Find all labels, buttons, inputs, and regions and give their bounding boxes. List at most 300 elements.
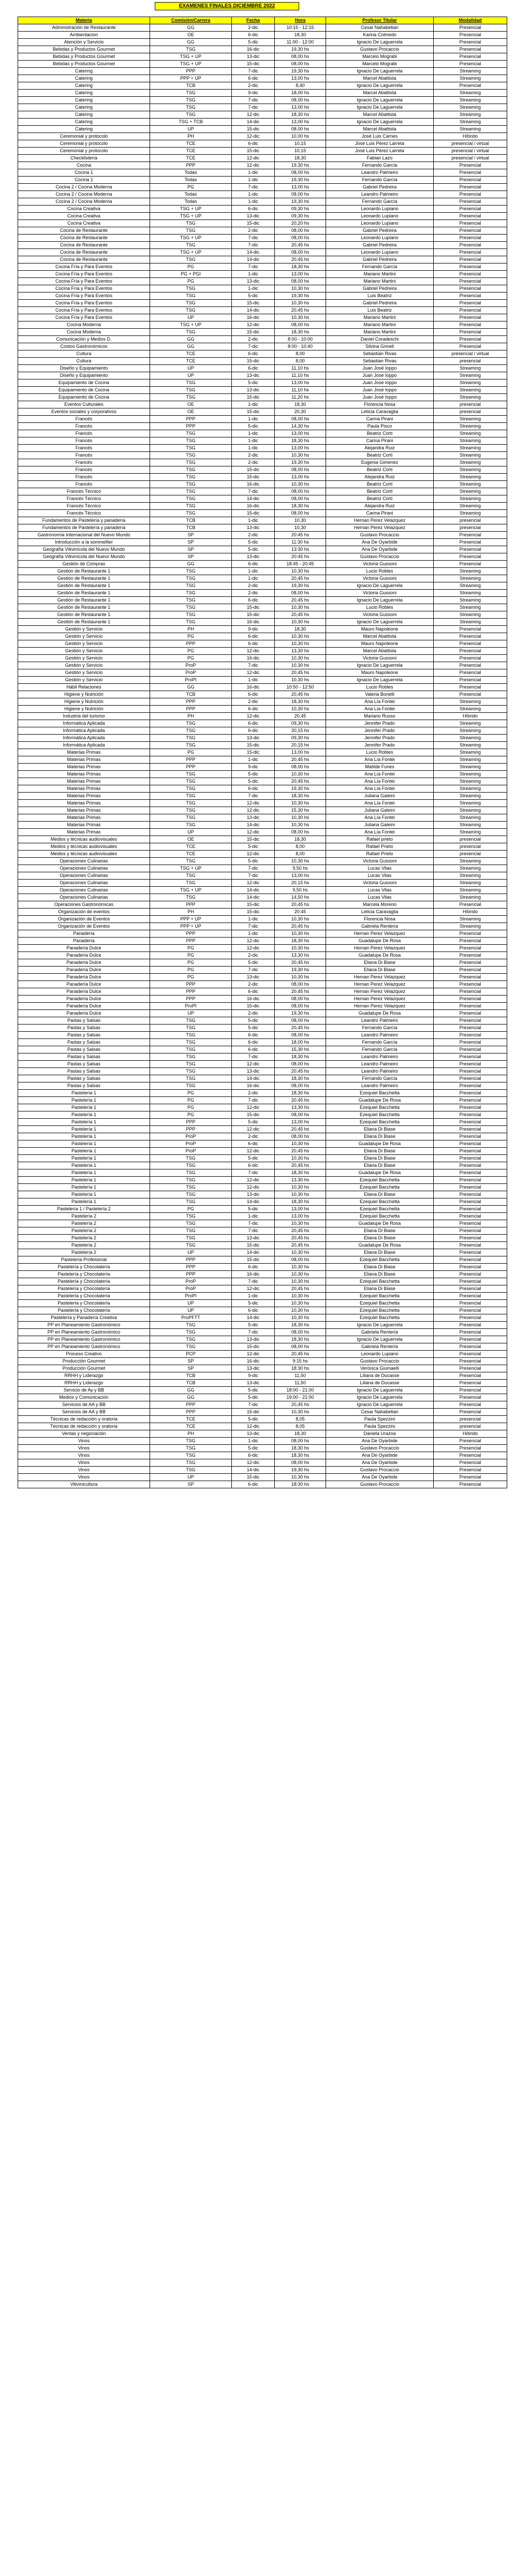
cell-materia: Eventos sociales y corporativos — [18, 408, 150, 416]
cell-modalidad: Presencial — [434, 996, 507, 1003]
cell-profesor: Rafael Prieto — [326, 851, 434, 858]
cell-fecha: 12-dic — [232, 880, 275, 887]
cell-materia: Vinos — [18, 1445, 150, 1452]
cell-fecha: 1-dic — [232, 430, 275, 437]
cell-comision: TSG — [150, 495, 232, 503]
table-row — [18, 1003, 507, 1010]
cell-materia: Introducción a la sommellier — [18, 539, 150, 546]
cell-comision: UP — [150, 1307, 232, 1314]
table-row — [18, 1184, 507, 1191]
cell-materia: Pastelería 1 — [18, 1177, 150, 1184]
cell-comision: TSG — [150, 735, 232, 742]
cell-profesor: Mariano Russo — [326, 713, 434, 720]
cell-modalidad: Streaming — [434, 785, 507, 793]
cell-comision: TSG — [150, 858, 232, 865]
cell-materia: Pastelería 1 — [18, 1148, 150, 1155]
cell-hora: 18,30 hs — [275, 1336, 326, 1343]
cell-materia: Hábil Relaciones — [18, 684, 150, 691]
cell-modalidad: Presencial — [434, 633, 507, 640]
cell-materia: Operaciones Culinarias — [18, 858, 150, 865]
cell-materia: Pastelería 2 — [18, 1227, 150, 1235]
cell-fecha: 12-dic — [232, 321, 275, 329]
cell-hora: 20:45 hs — [275, 532, 326, 539]
cell-profesor: Eliana Di Biase — [326, 1264, 434, 1271]
cell-hora: 10,30 hs — [275, 300, 326, 307]
cell-comision: TSG — [150, 1162, 232, 1169]
cell-fecha: 2-dic — [232, 952, 275, 959]
table-row — [18, 1351, 507, 1358]
cell-hora: 10:15 - 12:15 — [275, 24, 326, 32]
cell-materia: Pastelería 1 — [18, 1111, 150, 1119]
cell-hora: 20,45 hs — [275, 1068, 326, 1075]
cell-materia: Panadería — [18, 938, 150, 945]
table-row — [18, 1271, 507, 1278]
table-row — [18, 517, 507, 524]
cell-hora: 10,30 hs — [275, 640, 326, 648]
cell-fecha: 13-dic — [232, 1380, 275, 1387]
cell-profesor: Mariano Martini — [326, 278, 434, 285]
cell-modalidad: Streaming — [434, 749, 507, 756]
cell-fecha: 6-dic — [232, 1046, 275, 1053]
cell-fecha: 12-dic — [232, 669, 275, 677]
table-row — [18, 1111, 507, 1119]
cell-comision: GG — [150, 39, 232, 46]
cell-materia: Pastelería y Chocolatería — [18, 1307, 150, 1314]
cell-materia: Eventos Culturales — [18, 401, 150, 408]
cell-modalidad: Streaming — [434, 822, 507, 829]
cell-materia: Pastelería y Chocolatería — [18, 1285, 150, 1293]
cell-hora: 10,30 hs — [275, 662, 326, 669]
table-row — [18, 242, 507, 249]
cell-fecha: 2-dic — [232, 336, 275, 343]
cell-fecha: 6-dic — [232, 691, 275, 698]
table-row — [18, 648, 507, 655]
cell-hora: 18,30 hs — [275, 1075, 326, 1082]
cell-comision: TSG + UP — [150, 53, 232, 61]
cell-profesor: Ignacio De Laguerrela — [326, 82, 434, 90]
cell-materia: Cocina Fría y Para Eventos — [18, 300, 150, 307]
table-row — [18, 379, 507, 387]
cell-comision: SP — [150, 553, 232, 561]
cell-modalidad: Streaming — [434, 814, 507, 822]
table-row — [18, 1061, 507, 1068]
cell-fecha: 7-dic — [232, 793, 275, 800]
cell-profesor: Hernan Perez Velazquez — [326, 988, 434, 996]
cell-fecha: 7-dic — [232, 1227, 275, 1235]
cell-comision: TSG — [150, 1445, 232, 1452]
cell-modalidad: Presencial — [434, 61, 507, 68]
cell-hora: 09,30 hs — [275, 206, 326, 213]
table-row — [18, 285, 507, 292]
cell-hora: 08,00 hs — [275, 1459, 326, 1467]
cell-fecha: 1-dic — [232, 198, 275, 206]
cell-fecha: 13-dic — [232, 1365, 275, 1372]
cell-hora: 20:45 hs — [275, 553, 326, 561]
table-row — [18, 1133, 507, 1140]
cell-comision: PG — [150, 945, 232, 952]
table-row — [18, 1394, 507, 1401]
cell-materia: Cocina de Restaurante — [18, 256, 150, 264]
cell-hora: 20,45 hs — [275, 611, 326, 619]
cell-modalidad: Streaming — [434, 452, 507, 459]
cell-profesor: Guadalupe De Rosa — [326, 1010, 434, 1017]
cell-modalidad: Streaming — [434, 611, 507, 619]
cell-modalidad: Streaming — [434, 887, 507, 894]
cell-profesor: Ana De Oyarbide — [326, 1474, 434, 1481]
cell-hora: 08,00 hs — [275, 466, 326, 474]
table-row — [18, 568, 507, 575]
cell-materia: Geografía Vitivinícola del Nuevo Mundo — [18, 546, 150, 553]
table-row — [18, 590, 507, 597]
cell-hora: 08,00 hs — [275, 590, 326, 597]
table-row — [18, 488, 507, 495]
cell-hora: 18,30 hs — [275, 1452, 326, 1459]
cell-comision: PG — [150, 952, 232, 959]
cell-profesor: Leonardo Lupiano — [326, 220, 434, 227]
cell-modalidad: Presencial — [434, 1213, 507, 1220]
table-row — [18, 582, 507, 590]
cell-modalidad: Presencial — [434, 901, 507, 909]
cell-profesor: Ana Lía Fontei — [326, 706, 434, 713]
cell-hora: 10,30 hs — [275, 945, 326, 952]
cell-profesor: Eliana Di Biase — [326, 959, 434, 967]
cell-materia: Gastronomía Internacional del Nuevo Mundo — [18, 532, 150, 539]
cell-profesor: Lucio Robles — [326, 604, 434, 611]
cell-hora: 09,30 hs — [275, 213, 326, 220]
cell-hora: 20,45 hs — [275, 1351, 326, 1358]
cell-fecha: 6-dic — [232, 1032, 275, 1039]
cell-comision: PPP + UP — [150, 923, 232, 930]
cell-materia: Ceremonial y protocolo — [18, 140, 150, 148]
table-row — [18, 1053, 507, 1061]
table-row — [18, 169, 507, 177]
table-row — [18, 793, 507, 800]
cell-fecha: 15-dic — [232, 1242, 275, 1249]
cell-profesor: Mariano Martini — [326, 314, 434, 321]
table-row — [18, 771, 507, 778]
cell-modalidad: Presencial — [434, 242, 507, 249]
cell-hora: 13,00 hs — [275, 430, 326, 437]
table-row — [18, 264, 507, 271]
cell-comision: PH — [150, 909, 232, 916]
cell-comision: PG — [150, 1206, 232, 1213]
cell-modalidad: Presencial — [434, 314, 507, 321]
cell-comision: PG — [150, 1111, 232, 1119]
cell-comision: ProP — [150, 1285, 232, 1293]
cell-materia: Pastelería 1 — [18, 1119, 150, 1126]
table-row — [18, 669, 507, 677]
cell-modalidad: Presencial — [434, 321, 507, 329]
cell-modalidad: Presencial — [434, 198, 507, 206]
cell-comision: PG — [150, 655, 232, 662]
table-row — [18, 416, 507, 423]
cell-materia: Gestión y Servicio — [18, 640, 150, 648]
cell-profesor: Marcel Abattista — [326, 633, 434, 640]
cell-profesor: Matilde Funes — [326, 764, 434, 771]
cell-comision: TSG — [150, 1177, 232, 1184]
cell-materia: Cocina 2 / Cocina Moderna — [18, 184, 150, 191]
cell-materia: Pastas y Salsas — [18, 1046, 150, 1053]
cell-comision: PPP — [150, 988, 232, 996]
cell-materia: Francés — [18, 423, 150, 430]
cell-profesor: Ezequiel Bacchetta — [326, 1184, 434, 1191]
cell-materia: Ceremonial y protocolo — [18, 148, 150, 155]
cell-hora: 13,00 hs — [275, 749, 326, 756]
cell-profesor: Sebastian Rivas — [326, 350, 434, 358]
cell-profesor: Leandro Palmeiro — [326, 1082, 434, 1090]
cell-comision: ProP — [150, 1133, 232, 1140]
cell-modalidad: Presencial — [434, 1351, 507, 1358]
cell-materia: RRHH y Liderazgo — [18, 1380, 150, 1387]
cell-profesor: Gabriel Pedreira — [326, 227, 434, 235]
cell-comision: TSG — [150, 394, 232, 401]
cell-hora: 08,00 hs — [275, 1438, 326, 1445]
cell-hora: 20,45 hs — [275, 959, 326, 967]
cell-modalidad: Presencial — [434, 162, 507, 169]
cell-comision: ProP — [150, 1140, 232, 1148]
cell-profesor: Victoria Gussoni — [326, 590, 434, 597]
cell-comision: PPP — [150, 1409, 232, 1416]
cell-modalidad: Presencial — [434, 1177, 507, 1184]
cell-materia: Cultura — [18, 358, 150, 365]
cell-fecha: 13-dic — [232, 213, 275, 220]
cell-fecha: 12-dic — [232, 648, 275, 655]
cell-profesor: Beatriz Corti — [326, 466, 434, 474]
cell-profesor: Luis Beatriz — [326, 292, 434, 300]
cell-fecha: 6-dic — [232, 1481, 275, 1488]
cell-materia: Gestión de Restaurante 1 — [18, 604, 150, 611]
cell-hora: 10,30 hs — [275, 1300, 326, 1307]
cell-fecha: 5-dic — [232, 1416, 275, 1423]
cell-comision: TSG — [150, 742, 232, 749]
table-row — [18, 662, 507, 669]
table-row — [18, 191, 507, 198]
table-row — [18, 865, 507, 872]
cell-modalidad: Presencial — [434, 1278, 507, 1285]
cell-comision: TCB — [150, 82, 232, 90]
cell-comision: TCE — [150, 843, 232, 851]
cell-hora: 08,00 hs — [275, 1256, 326, 1264]
cell-fecha: 14-dic — [232, 887, 275, 894]
table-row — [18, 314, 507, 321]
cell-comision: TSG + UP — [150, 887, 232, 894]
cell-profesor: Leonardo Lupiano — [326, 249, 434, 256]
cell-fecha: 14-dic — [232, 822, 275, 829]
cell-profesor: Eliana Di Biase — [326, 967, 434, 974]
cell-materia: Materias Primas — [18, 778, 150, 785]
cell-comision: UP — [150, 372, 232, 379]
cell-hora: 10,30 — [275, 524, 326, 532]
cell-fecha: 7-dic — [232, 1401, 275, 1409]
cell-profesor: Mariano Martini — [326, 321, 434, 329]
cell-fecha: 12-dic — [232, 1177, 275, 1184]
cell-comision: TSG — [150, 474, 232, 481]
cell-modalidad: Presencial — [434, 1068, 507, 1075]
cell-fecha: 5-dic — [232, 771, 275, 778]
cell-hora: 10,30 hs — [275, 1293, 326, 1300]
cell-comision: PPP — [150, 764, 232, 771]
cell-comision: TSG — [150, 227, 232, 235]
cell-hora: 19,30 hs — [275, 68, 326, 75]
cell-modalidad: Streaming — [434, 880, 507, 887]
cell-materia: Cocina 1 — [18, 177, 150, 184]
cell-comision: TSG — [150, 1452, 232, 1459]
cell-comision: TSG + UP — [150, 213, 232, 220]
cell-modalidad: presencial / virtual — [434, 148, 507, 155]
cell-comision: UP — [150, 365, 232, 372]
cell-fecha: 6-dic — [232, 206, 275, 213]
cell-fecha: 16-dic — [232, 481, 275, 488]
cell-materia: Panadería Dulce — [18, 952, 150, 959]
cell-hora: 08,00 hs — [275, 1343, 326, 1351]
table-row — [18, 829, 507, 836]
cell-comision: TSG — [150, 1322, 232, 1329]
cell-materia: Fundamentos de Pastelería y panadería — [18, 524, 150, 532]
table-row — [18, 575, 507, 582]
cell-fecha: 15-dic — [232, 742, 275, 749]
header-row — [18, 17, 507, 24]
table-row — [18, 162, 507, 169]
cell-hora: 11,10 hs — [275, 372, 326, 379]
cell-fecha: 5-dic — [232, 1394, 275, 1401]
cell-materia: Materias Primas — [18, 829, 150, 836]
table-row — [18, 1046, 507, 1053]
cell-materia: Materias Primas — [18, 822, 150, 829]
cell-profesor: Ezequiel Bacchetta — [326, 1213, 434, 1220]
cell-comision: TSG — [150, 814, 232, 822]
cell-comision: TSG — [150, 582, 232, 590]
cell-fecha: 1-dic — [232, 191, 275, 198]
cell-modalidad: Streaming — [434, 597, 507, 604]
cell-hora: 19,30 hs — [275, 177, 326, 184]
cell-materia: Vitivinicultura — [18, 1481, 150, 1488]
cell-modalidad: Presencial — [434, 1111, 507, 1119]
cell-comision: TSG — [150, 437, 232, 445]
cell-hora: 08,00 hs — [275, 1329, 326, 1336]
cell-materia: Cocina Fría y Para Eventos — [18, 271, 150, 278]
table-row — [18, 1235, 507, 1242]
cell-comision: TSG — [150, 1017, 232, 1024]
cell-hora: 10,30 — [275, 517, 326, 524]
cell-profesor: Leonardo Lupiano — [326, 235, 434, 242]
cell-modalidad: Streaming — [434, 894, 507, 901]
cell-profesor: Fernando García — [326, 1024, 434, 1032]
cell-comision: ProP — [150, 669, 232, 677]
cell-comision: OE — [150, 32, 232, 39]
cell-materia: Gestión y Servicio — [18, 669, 150, 677]
cell-comision: PPP — [150, 1271, 232, 1278]
cell-hora: 11,50 — [275, 1372, 326, 1380]
cell-materia: Francés Técnico — [18, 495, 150, 503]
cell-profesor: Ezequiel Bacchetta — [326, 1300, 434, 1307]
cell-fecha: 14-dic — [232, 249, 275, 256]
cell-fecha: 6-dic — [232, 1039, 275, 1046]
cell-fecha: 15-dic — [232, 1343, 275, 1351]
cell-modalidad: Presencial — [434, 959, 507, 967]
cell-hora: 10,15 — [275, 148, 326, 155]
cell-comision: UP — [150, 1300, 232, 1307]
cell-materia: Gestión de Restaurante 1 — [18, 575, 150, 582]
cell-comision: TSG — [150, 604, 232, 611]
cell-modalidad: Presencial — [434, 249, 507, 256]
cell-materia: Francés — [18, 481, 150, 488]
cell-profesor: Ezequiel Bacchetta — [326, 1177, 434, 1184]
cell-materia: Medios y técnicas audiovisuales — [18, 851, 150, 858]
table-row — [18, 1126, 507, 1133]
table-row — [18, 1162, 507, 1169]
cell-materia: Francés — [18, 452, 150, 459]
cell-fecha: 15-dic — [232, 836, 275, 843]
cell-comision: TSG — [150, 785, 232, 793]
cell-profesor: Ana Lía Fontei — [326, 756, 434, 764]
cell-profesor: Guadalupe De Rosa — [326, 938, 434, 945]
cell-profesor: Fernando García — [326, 1046, 434, 1053]
cell-fecha: 1-dic — [232, 169, 275, 177]
cell-fecha: 12-dic — [232, 938, 275, 945]
cell-materia: Pastelería 1 — [18, 1162, 150, 1169]
table-row — [18, 1365, 507, 1372]
cell-hora: 18,30 hs — [275, 111, 326, 119]
cell-profesor: Marcela Moreno — [326, 901, 434, 909]
cell-profesor: Juan José Ioppo — [326, 365, 434, 372]
cell-modalidad: Híbrido — [434, 713, 507, 720]
cell-comision: TCB — [150, 517, 232, 524]
cell-fecha: 15-dic — [232, 474, 275, 481]
cell-profesor: Ignacio De Laguerrela — [326, 1336, 434, 1343]
cell-comision: TSG — [150, 1024, 232, 1032]
cell-fecha: 13-dic — [232, 278, 275, 285]
cell-modalidad: Presencial — [434, 1155, 507, 1162]
cell-comision: TSG + UP — [150, 61, 232, 68]
cell-fecha: 14-dic — [232, 1467, 275, 1474]
cell-hora: 08,00 hs — [275, 235, 326, 242]
cell-modalidad: Streaming — [434, 430, 507, 437]
cell-hora: 13,30 hs — [275, 648, 326, 655]
cell-materia: Pastelería 1 — [18, 1126, 150, 1133]
cell-hora: 20,45 hs — [275, 242, 326, 249]
cell-fecha: 12-dic — [232, 807, 275, 814]
cell-profesor: Cesar Nahabetian — [326, 24, 434, 32]
cell-fecha: 2-dic — [232, 82, 275, 90]
cell-fecha: 12-dic — [232, 1184, 275, 1191]
cell-materia: Pastas y Salsas — [18, 1075, 150, 1082]
cell-modalidad: Streaming — [434, 488, 507, 495]
cell-comision: SP — [150, 546, 232, 553]
cell-modalidad: Streaming — [434, 379, 507, 387]
cell-materia: Cocina Fría y Para Eventos — [18, 314, 150, 321]
cell-comision: SP — [150, 1481, 232, 1488]
cell-comision: TSG — [150, 1061, 232, 1068]
cell-hora: 8,05 — [275, 1416, 326, 1423]
cell-profesor: Guadalupe De Rosa — [326, 1220, 434, 1227]
table-row — [18, 68, 507, 75]
cell-comision: TSG — [150, 597, 232, 604]
table-row — [18, 61, 507, 68]
table-row — [18, 206, 507, 213]
cell-comision: TSG — [150, 1032, 232, 1039]
cell-fecha: 7-dic — [232, 662, 275, 669]
table-row — [18, 1358, 507, 1365]
cell-hora: 11:30 hs — [275, 539, 326, 546]
table-row — [18, 742, 507, 749]
cell-fecha: 6-dic — [232, 706, 275, 713]
table-row — [18, 1329, 507, 1336]
cell-modalidad: Streaming — [434, 706, 507, 713]
cell-profesor: Ignacio De Laguerrela — [326, 677, 434, 684]
cell-profesor: Ana Lía Fontei — [326, 800, 434, 807]
table-row — [18, 959, 507, 967]
cell-comision: TCE — [150, 851, 232, 858]
